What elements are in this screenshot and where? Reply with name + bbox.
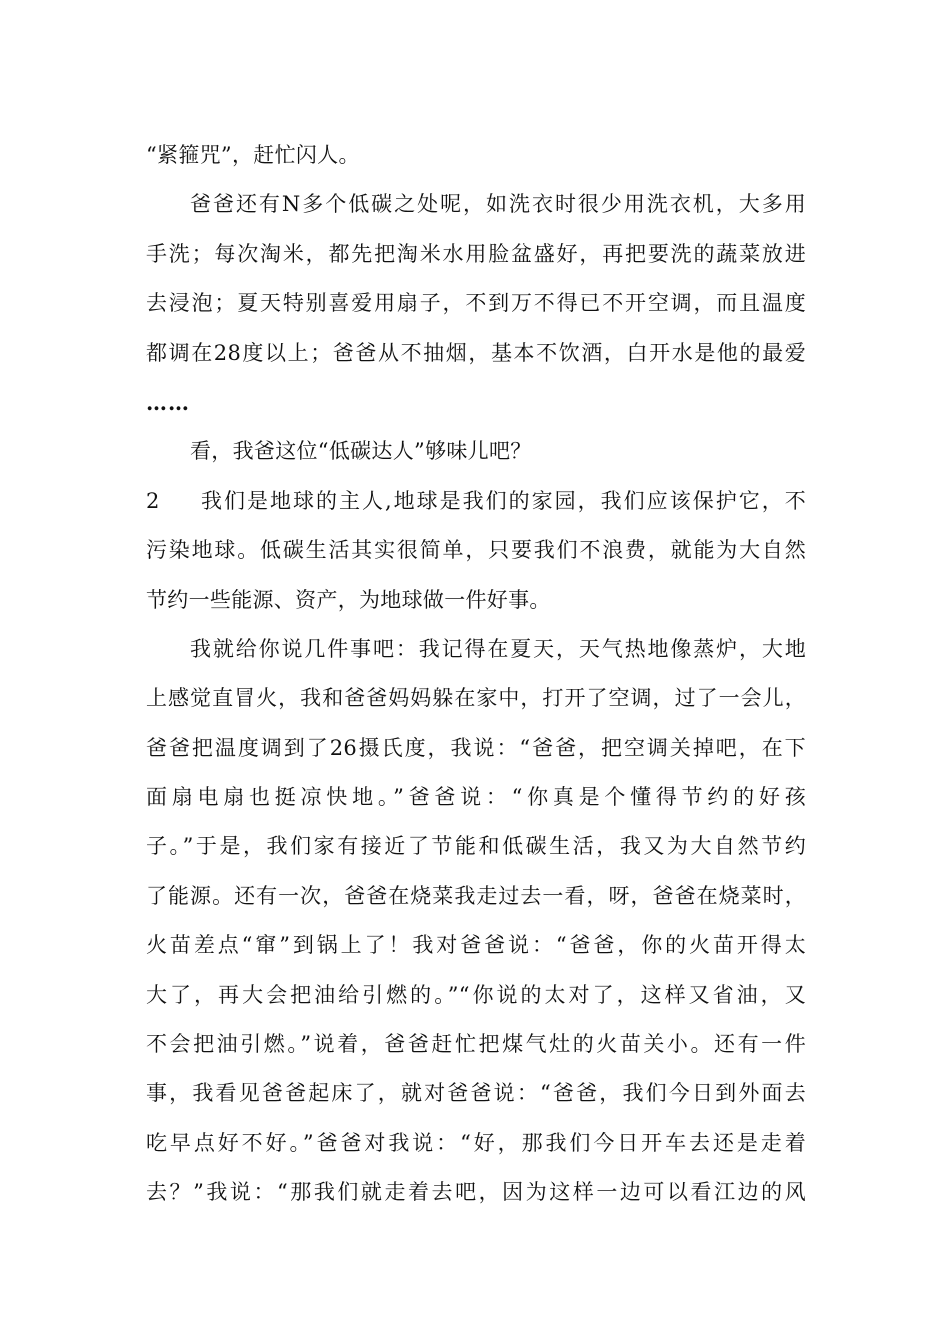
text-line: 污染地球。低碳生活其实很简单，只要我们不浪费，就能为大自然 (146, 538, 806, 563)
text-line: 都调在28度以上；爸爸从不抽烟，基本不饮酒，白开水是他的最爱 (146, 340, 806, 365)
text-line: 火苗差点“窜”到锅上了！我对爸爸说：“爸爸，你的火苗开得太 (146, 933, 806, 958)
text-line: 我们是地球的主人,地球是我们的家园，我们应该保护它，不 (201, 488, 806, 513)
paragraph-start-line: 爸爸还有N多个低碳之处呢，如洗衣时很少用洗衣机，大多用 (190, 192, 806, 217)
text-line: 节约一些能源、资产，为地球做一件好事。 (146, 587, 551, 612)
text-line: 去？”我说：“那我们就走着去吧，因为这样一边可以看江边的风 (146, 1180, 806, 1205)
text-line: 子。”于是，我们家有接近了节能和低碳生活，我又为大自然节约 (146, 834, 806, 859)
text-line: 面扇电扇也挺凉快地。”爸爸说：“你真是个懂得节约的好孩 (146, 785, 806, 810)
ellipsis-line: …… (146, 389, 190, 415)
text-line: 爸爸把温度调到了26摄氏度，我说：“爸爸，把空调关掉吧，在下 (146, 735, 806, 760)
document-body (146, 131, 806, 1218)
text-line: “紧箍咒”，赶忙闪人。 (146, 143, 360, 167)
text-line: 了能源。还有一次，爸爸在烧菜我走过去一看，呀，爸爸在烧菜时， (146, 883, 806, 908)
section-number: 2 (146, 488, 160, 513)
text-line: 吃早点好不好。”爸爸对我说：“好，那我们今日开车去还是走着 (146, 1130, 806, 1155)
text-line: 事，我看见爸爸起床了，就对爸爸说：“爸爸，我们今日到外面去 (146, 1081, 806, 1106)
paragraph-start-line: 看，我爸这位“低碳达人”够味儿吧？ (190, 439, 532, 464)
text-line: 不会把油引燃。”说着，爸爸赶忙把煤气灶的火苗关小。还有一件 (146, 1032, 806, 1057)
text-line: 去浸泡；夏天特别喜爱用扇子，不到万不得已不开空调，而且温度 (146, 291, 806, 316)
text-line: 大了，再大会把油给引燃的。”“你说的太对了，这样又省油，又 (146, 982, 806, 1007)
numbered-paragraph-line (146, 477, 806, 526)
text-line: 手洗；每次淘米，都先把淘米水用脸盆盛好，再把要洗的蔬菜放进 (146, 241, 806, 266)
text-line: 上感觉直冒火，我和爸爸妈妈躲在家中，打开了空调，过了一会儿， (146, 686, 806, 711)
paragraph-start-line: 我就给你说几件事吧：我记得在夏天，天气热地像蒸炉，大地 (190, 636, 806, 661)
